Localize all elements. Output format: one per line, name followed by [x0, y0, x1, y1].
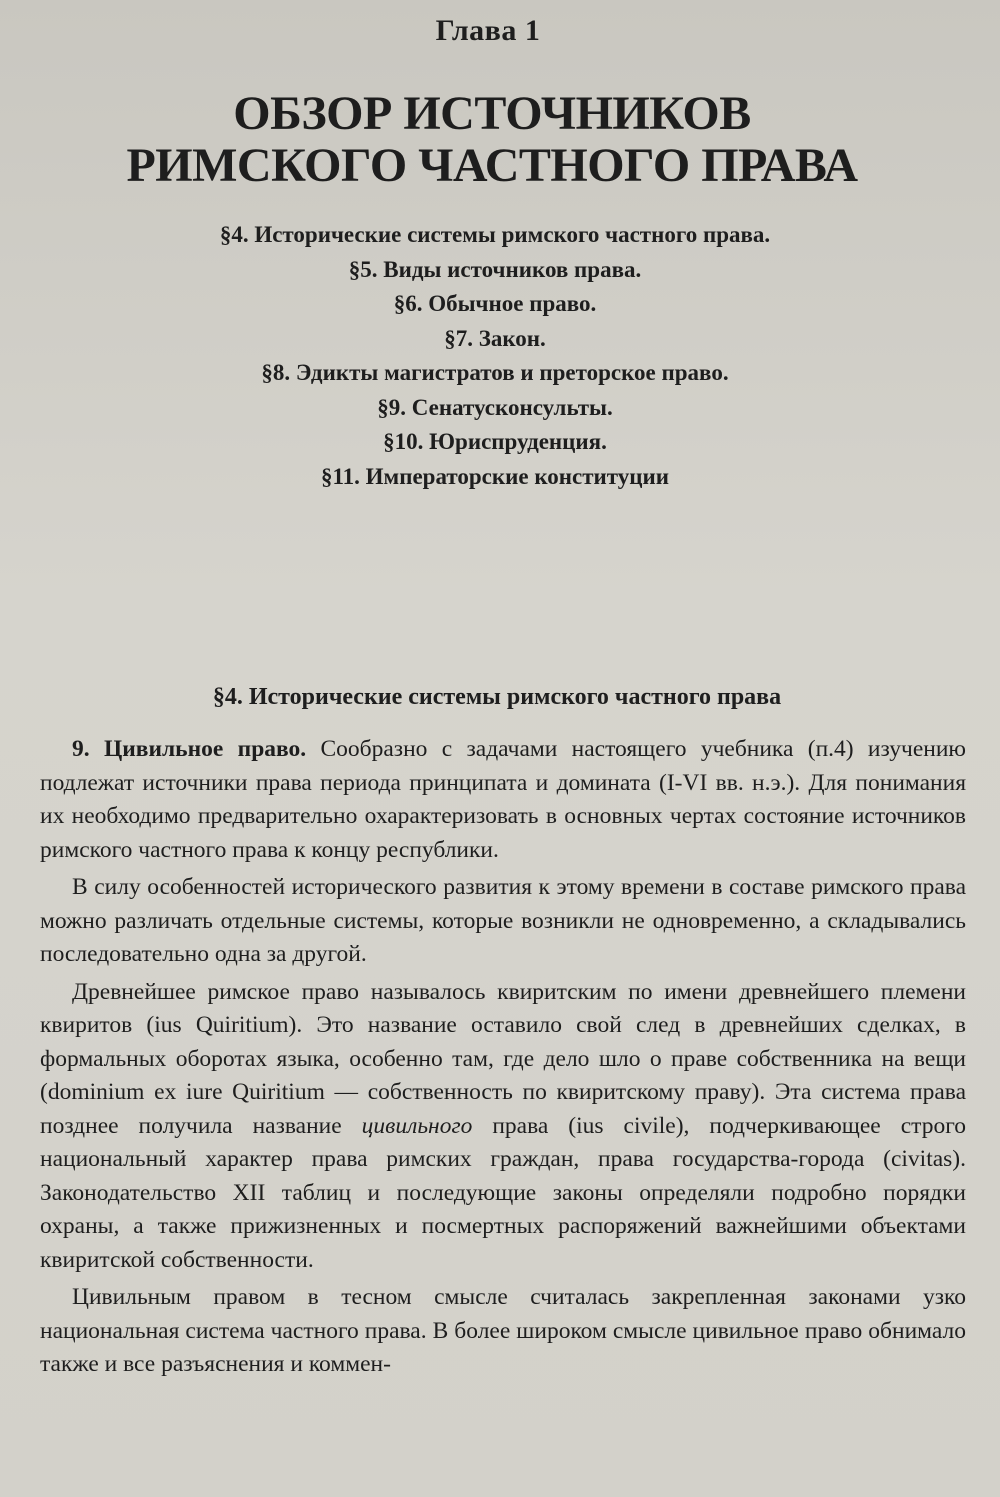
paragraph-3-text-a: Древнейшее римское право называлось квиритским по имени древнейшего племени квиритов (ius Quiritium). Это название оставило свой след в древнейших сделках, в формальных оборотах языка, особенно там, где дело шло о праве собственника на вещи (dominium ex iure Quiritium — собственность по квиритскому праву). Эта система права позднее получила название	[40, 978, 966, 1139]
paragraph-4: Цивильным правом в тесном смысле считалась закрепленная законами узко национальная система частного права. В более широком смысле цивильное право обнимало также и все разъяснения и коммен-	[40, 1284, 966, 1377]
toc-item-4: §4. Исторические системы римского частного права.	[219, 222, 771, 247]
toc-item-11: §11. Императорские конституции	[320, 463, 670, 489]
toc-item-6: §6. Обычное право.	[393, 291, 597, 316]
paragraph-2: В силу особенностей исторического развития к этому времени в составе римского права можно различать отдельные системы, которые возникли не одновременно, а складывались последовательно одна за другой.	[40, 874, 966, 967]
toc-item-7: §7. Закон.	[444, 325, 546, 351]
paragraph-3-emphasis: цивильного	[361, 1112, 473, 1139]
chapter-contents	[0, 218, 990, 494]
toc-item-8: §8. Эдикты магистратов и преторское право.	[261, 360, 729, 385]
paragraph-1-text: Сообразно с задачами настоящего учебника (п.4) изучению подлежат источники права периода принципата и домината (I-VI вв. н.э.). Для понимания их необходимо предварительно охарактеризовать в основных чертах состояние источников римского частного права к концу республики.	[40, 736, 966, 863]
section-heading: §4. Исторические системы римского частного права	[212, 684, 782, 710]
paragraph-3-text-b: права (ius civile), подчеркивающее строго национальный характер права римских граждан, права государства-города (civitas). Законодательство XII таблиц и последующие законы определяли подробно порядки охраны, а также прижизненных и посмертных распоряжений важнейшими объектами квиритской собственности.	[40, 1112, 966, 1273]
chapter-title	[0, 88, 984, 192]
paragraph-1	[40, 733, 966, 867]
chapter-title-line-1: ОБЗОР ИСТОЧНИКОВ	[233, 87, 751, 140]
toc-item-9: §9. Сенатусконсульты.	[377, 394, 613, 420]
toc-item-10: §10. Юриспруденция.	[383, 429, 607, 454]
section-body	[40, 733, 966, 1386]
chapter-label: Глава 1	[435, 14, 541, 47]
toc-item-5: §5. Виды источников права.	[348, 256, 642, 282]
chapter-title-line-2: РИМСКОГО ЧАСТНОГО ПРАВА	[126, 139, 858, 192]
paragraph-run-in-heading: 9. Цивильное право.	[72, 736, 307, 762]
paragraph-3	[40, 976, 966, 1278]
